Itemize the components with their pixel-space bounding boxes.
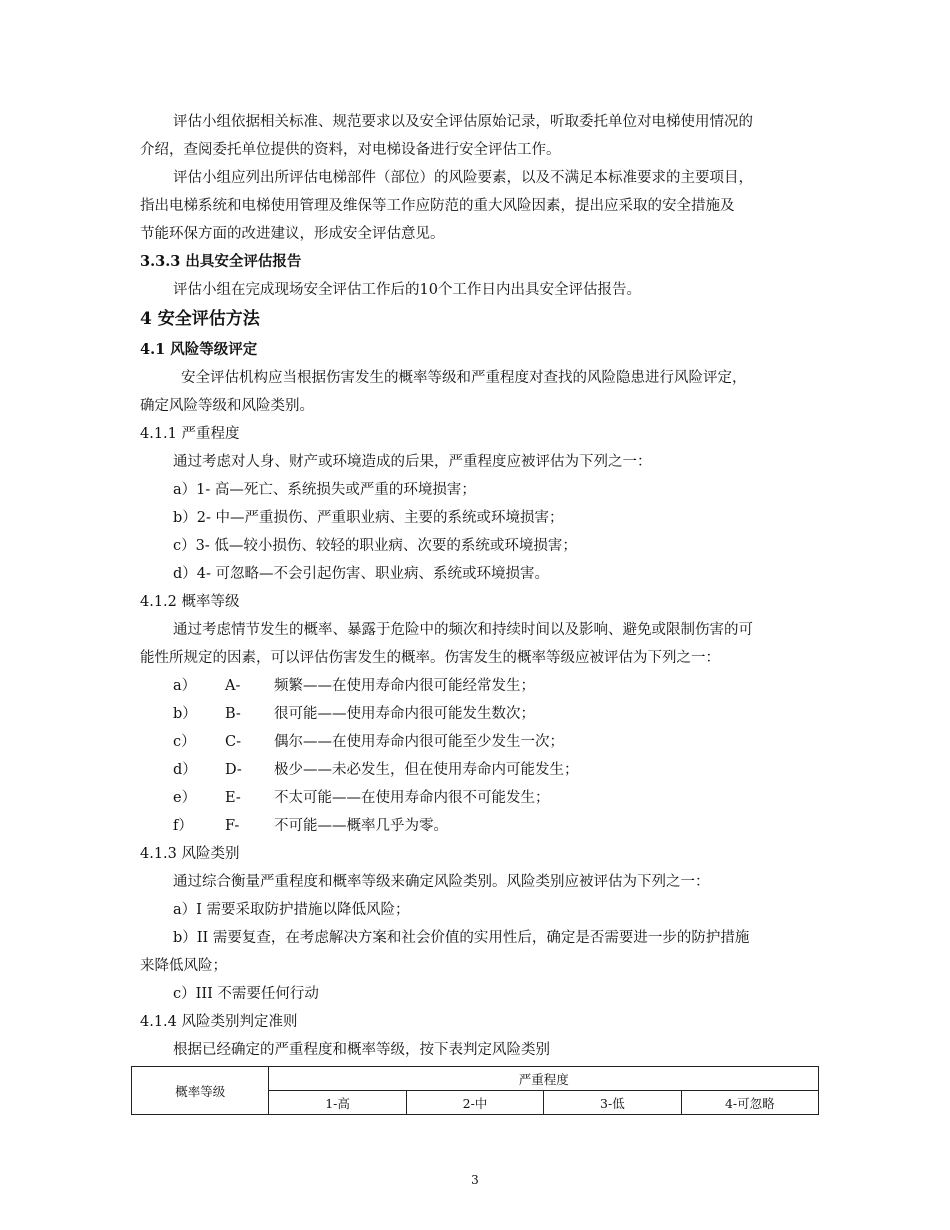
- paragraph-line: 能性所规定的因素，可以评估伤害发生的概率。伤害发生的概率等级应被评估为下列之一：: [140, 650, 720, 666]
- table-header-severity: 严重程度: [269, 1067, 819, 1091]
- table-header-probability: 概率等级: [132, 1067, 269, 1115]
- risk-table: [131, 1066, 819, 1115]
- paragraph-line: 通过考虑对人身、财产或环境造成的后果，严重程度应被评估为下列之一：: [173, 454, 652, 470]
- paragraph-line: 指出电梯系统和电梯使用管理及维保等工作应防范的重大风险因素，提出应采取的安全措施及: [140, 198, 735, 214]
- list-item: [173, 676, 535, 696]
- section-heading-4-1-2: 4.1.2 概率等级: [140, 594, 240, 610]
- section-heading-4: 4 安全评估方法: [140, 309, 260, 329]
- table-column-header: 2-中: [406, 1091, 543, 1115]
- paragraph-line: 确定风险等级和风险类别。: [140, 398, 314, 414]
- section-heading-4-1: 4.1 风险等级评定: [140, 341, 258, 358]
- list-marker: e）: [173, 790, 197, 806]
- list-item: b）II 需要复查，在考虑解决方案和社会价值的实用性后，确定是否需要进一步的防护措施: [173, 930, 750, 946]
- paragraph-line: 评估小组依据相关标准、规范要求以及安全评估原始记录，听取委托单位对电梯使用情况的: [173, 114, 753, 130]
- section-heading-3-3-3: 3.3.3 出具安全评估报告: [140, 253, 302, 270]
- probability-description: 很可能——使用寿命内很可能发生数次；: [274, 706, 535, 722]
- probability-code: D-: [225, 762, 242, 778]
- paragraph-line: 节能环保方面的改进建议，形成安全评估意见。: [140, 226, 445, 242]
- list-marker: c）: [173, 734, 196, 750]
- list-item: c）3- 低—较小损伤、较轻的职业病、次要的系统或环境损害；: [173, 538, 577, 554]
- list-item: d）4- 可忽略—不会引起伤害、职业病、系统或环境损害。: [173, 566, 550, 582]
- probability-description: 不太可能——在使用寿命内很不可能发生；: [274, 790, 550, 806]
- list-item: [173, 788, 550, 808]
- paragraph-line: 根据已经确定的严重程度和概率等级，按下表判定风险类别: [173, 1042, 550, 1058]
- probability-code: C-: [225, 734, 241, 750]
- table-column-header: 3-低: [544, 1091, 681, 1115]
- paragraph-line: 评估小组应列出所评估电梯部件（部位）的风险要素，以及不满足本标准要求的主要项目，: [173, 170, 753, 186]
- table-column-header: 4-可忽略: [681, 1091, 818, 1115]
- section-heading-4-1-4: 4.1.4 风险类别判定准则: [140, 1014, 298, 1030]
- probability-code: B-: [225, 706, 241, 722]
- probability-code: F-: [225, 818, 240, 834]
- list-marker: b）: [173, 706, 197, 722]
- probability-code: A-: [225, 678, 241, 694]
- list-item: [173, 760, 579, 780]
- paragraph-line: 评估小组在完成现场安全评估工作后的10个工作日内出具安全评估报告。: [173, 282, 641, 298]
- list-item: [173, 732, 564, 752]
- list-item-continuation: 来降低风险；: [140, 958, 227, 974]
- paragraph-line: 介绍，查阅委托单位提供的资料，对电梯设备进行安全评估工作。: [140, 142, 561, 158]
- probability-code: E-: [225, 790, 241, 806]
- list-item: c）III 不需要任何行动: [173, 986, 319, 1002]
- probability-description: 偶尔——在使用寿命内很可能至少发生一次；: [274, 734, 564, 750]
- paragraph-line: 通过考虑情节发生的概率、暴露于危险中的频次和持续时间以及影响、避免或限制伤害的可: [173, 622, 753, 638]
- list-item: a）I 需要采取防护措施以降低风险；: [173, 902, 410, 918]
- list-marker: a）: [173, 678, 197, 694]
- list-marker: f）: [173, 818, 193, 834]
- list-item: a）1- 高—死亡、系统损失或严重的环境损害；: [173, 482, 476, 498]
- table-column-header: 1-高: [269, 1091, 406, 1115]
- probability-description: 极少——未必发生，但在使用寿命内可能发生；: [274, 762, 579, 778]
- paragraph-line: 通过综合衡量严重程度和概率等级来确定风险类别。风险类别应被评估为下列之一：: [173, 874, 710, 890]
- list-marker: d）: [173, 762, 197, 778]
- page-number: 3: [471, 1173, 479, 1187]
- probability-description: 不可能——概率几乎为零。: [274, 818, 448, 834]
- list-item: b）2- 中—严重损伤、严重职业病、主要的系统或环境损害；: [173, 510, 564, 526]
- list-item: [173, 816, 448, 836]
- probability-description: 频繁——在使用寿命内很可能经常发生；: [274, 678, 535, 694]
- section-heading-4-1-3: 4.1.3 风险类别: [140, 846, 240, 862]
- section-heading-4-1-1: 4.1.1 严重程度: [140, 426, 240, 442]
- paragraph-line: 安全评估机构应当根据伤害发生的概率等级和严重程度对查找的风险隐患进行风险评定，: [181, 370, 747, 386]
- list-item: [173, 704, 535, 724]
